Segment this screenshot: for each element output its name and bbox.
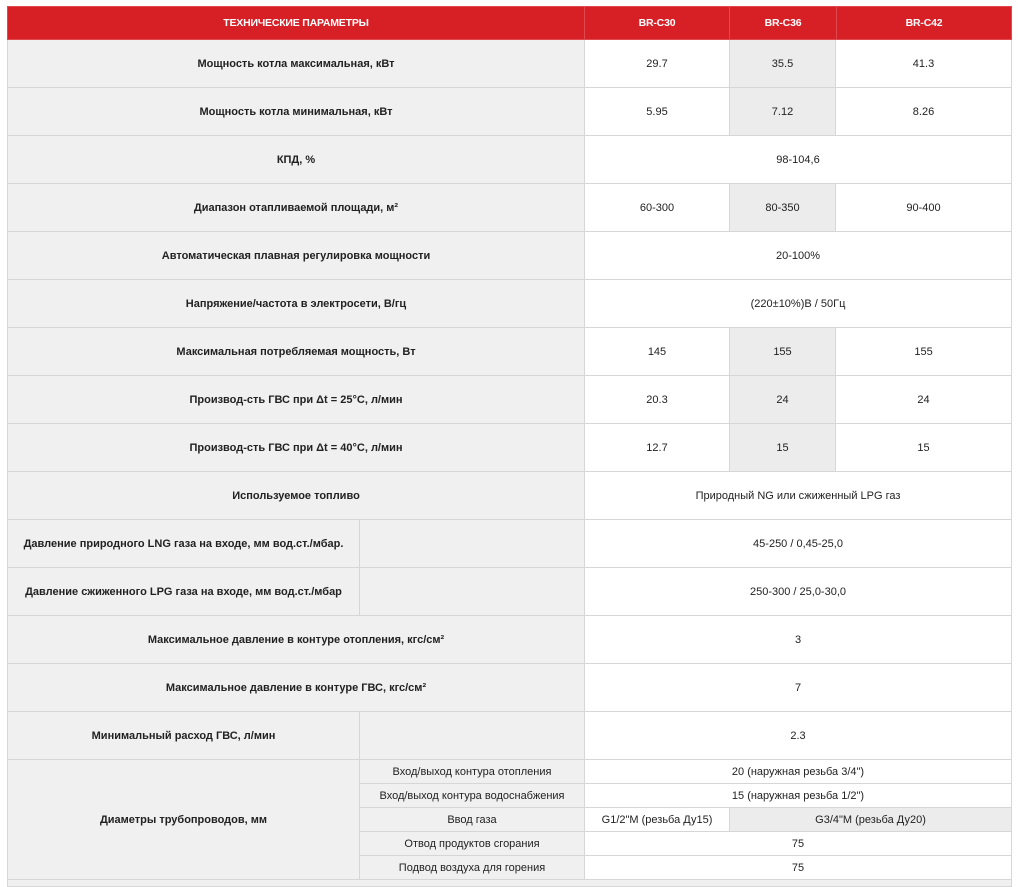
value-c42: 90-400 [836,184,1012,232]
value-c30: G1/2"М (резьба Ду15) [585,808,730,832]
value-all: 250-300 / 25,0-30,0 [585,568,1012,616]
label: Напряжение/частота в электросети, В/гц [8,280,585,328]
label: Мощность котла максимальная, кВт [8,40,585,88]
row-modulation [8,232,1012,280]
value-all: 15 (наружная резьба 1/2") [585,784,1012,808]
row-min-dhw-flow [8,712,1012,760]
value-all: 20 (наружная резьба 3/4") [585,760,1012,784]
header-br-c42: BR-C42 [905,17,943,29]
sublabel: Вход/выход контура водоснабжения [360,784,585,808]
row-voltage [8,280,1012,328]
row-pipes-heating [8,760,1012,784]
value-c42: 155 [836,328,1012,376]
sublabel-empty [360,712,585,760]
value-c30: 60-300 [585,184,730,232]
label: Минимальный расход ГВС, л/мин [8,712,360,760]
value-c36: 15 [730,424,836,472]
label: Используемое топливо [8,472,585,520]
sublabel-empty [360,568,585,616]
row-heating-pressure [8,616,1012,664]
value-all: Природный NG или сжиженный LPG газ [585,472,1012,520]
value-c30: 20.3 [585,376,730,424]
row-dhw-pressure [8,664,1012,712]
row-dhw-25 [8,376,1012,424]
row-ng-pressure [8,520,1012,568]
label: КПД, % [8,136,585,184]
row-area [8,184,1012,232]
row-dhw-40 [8,424,1012,472]
value-c30: 12.7 [585,424,730,472]
value-c36: 35.5 [730,40,836,88]
header-br-c30: BR-C30 [585,7,730,40]
spec-table [7,6,1012,887]
label: Максимальная потребляемая мощность, Вт [8,328,585,376]
row-lpg-pressure [8,568,1012,616]
label: Давление сжиженного LPG газа на входе, мм вод.ст./мбар [8,568,360,616]
row-consumption [8,328,1012,376]
label: Максимальное давление в контуре ГВС, кгс/см² [8,664,585,712]
label: Давление природного LNG газа на входе, мм вод.ст./мбар. [8,520,360,568]
value-c42: 24 [836,376,1012,424]
value-all: 7 [585,664,1012,712]
value-c30: 29.7 [585,40,730,88]
value-all: 98-104,6 [585,136,1012,184]
value-c36: 155 [730,328,836,376]
label: Производ-сть ГВС при Δt = 40°С, л/мин [8,424,585,472]
value-c36-c42: G3/4"М (резьба Ду20) [730,808,1012,832]
value-all: 75 [585,832,1012,856]
value-all: 45-250 / 0,45-25,0 [585,520,1012,568]
value-all: 75 [585,856,1012,880]
header-params: ТЕХНИЧЕСКИЕ ПАРАМЕТРЫ [8,7,585,40]
header-br-c36: BR-C36 [730,7,837,39]
label: Производ-сть ГВС при Δt = 25°С, л/мин [8,376,585,424]
value-c36: 80-350 [730,184,836,232]
value-all: (220±10%)В / 50Гц [585,280,1012,328]
value-all: 3 [585,616,1012,664]
sublabel: Подвод воздуха для горения [360,856,585,880]
row-efficiency [8,136,1012,184]
value-c36: 24 [730,376,836,424]
value-all: 20-100% [585,232,1012,280]
value-c30: 145 [585,328,730,376]
label-pipes: Диаметры трубопроводов, мм [8,760,360,880]
value-all: 2.3 [585,712,1012,760]
label: Автоматическая плавная регулировка мощности [8,232,585,280]
row-tail [8,880,1012,887]
sublabel: Ввод газа [360,808,585,832]
label: Мощность котла минимальная, кВт [8,88,585,136]
value-c42: 41.3 [836,40,1012,88]
value-c42: 15 [836,424,1012,472]
sublabel: Отвод продуктов сгорания [360,832,585,856]
label: Максимальное давление в контуре отопления, кгс/см² [8,616,585,664]
label: Диапазон отапливаемой площади, м² [8,184,585,232]
row-max-power [8,40,1012,88]
header-row [8,7,1012,40]
value-c36: 7.12 [730,88,836,136]
header-br-c36-c42 [730,7,1012,40]
value-c30: 5.95 [585,88,730,136]
tail-cell [8,880,1012,887]
sublabel-empty [360,520,585,568]
value-c42: 8.26 [836,88,1012,136]
sublabel: Вход/выход контура отопления [360,760,585,784]
row-min-power [8,88,1012,136]
row-fuel [8,472,1012,520]
